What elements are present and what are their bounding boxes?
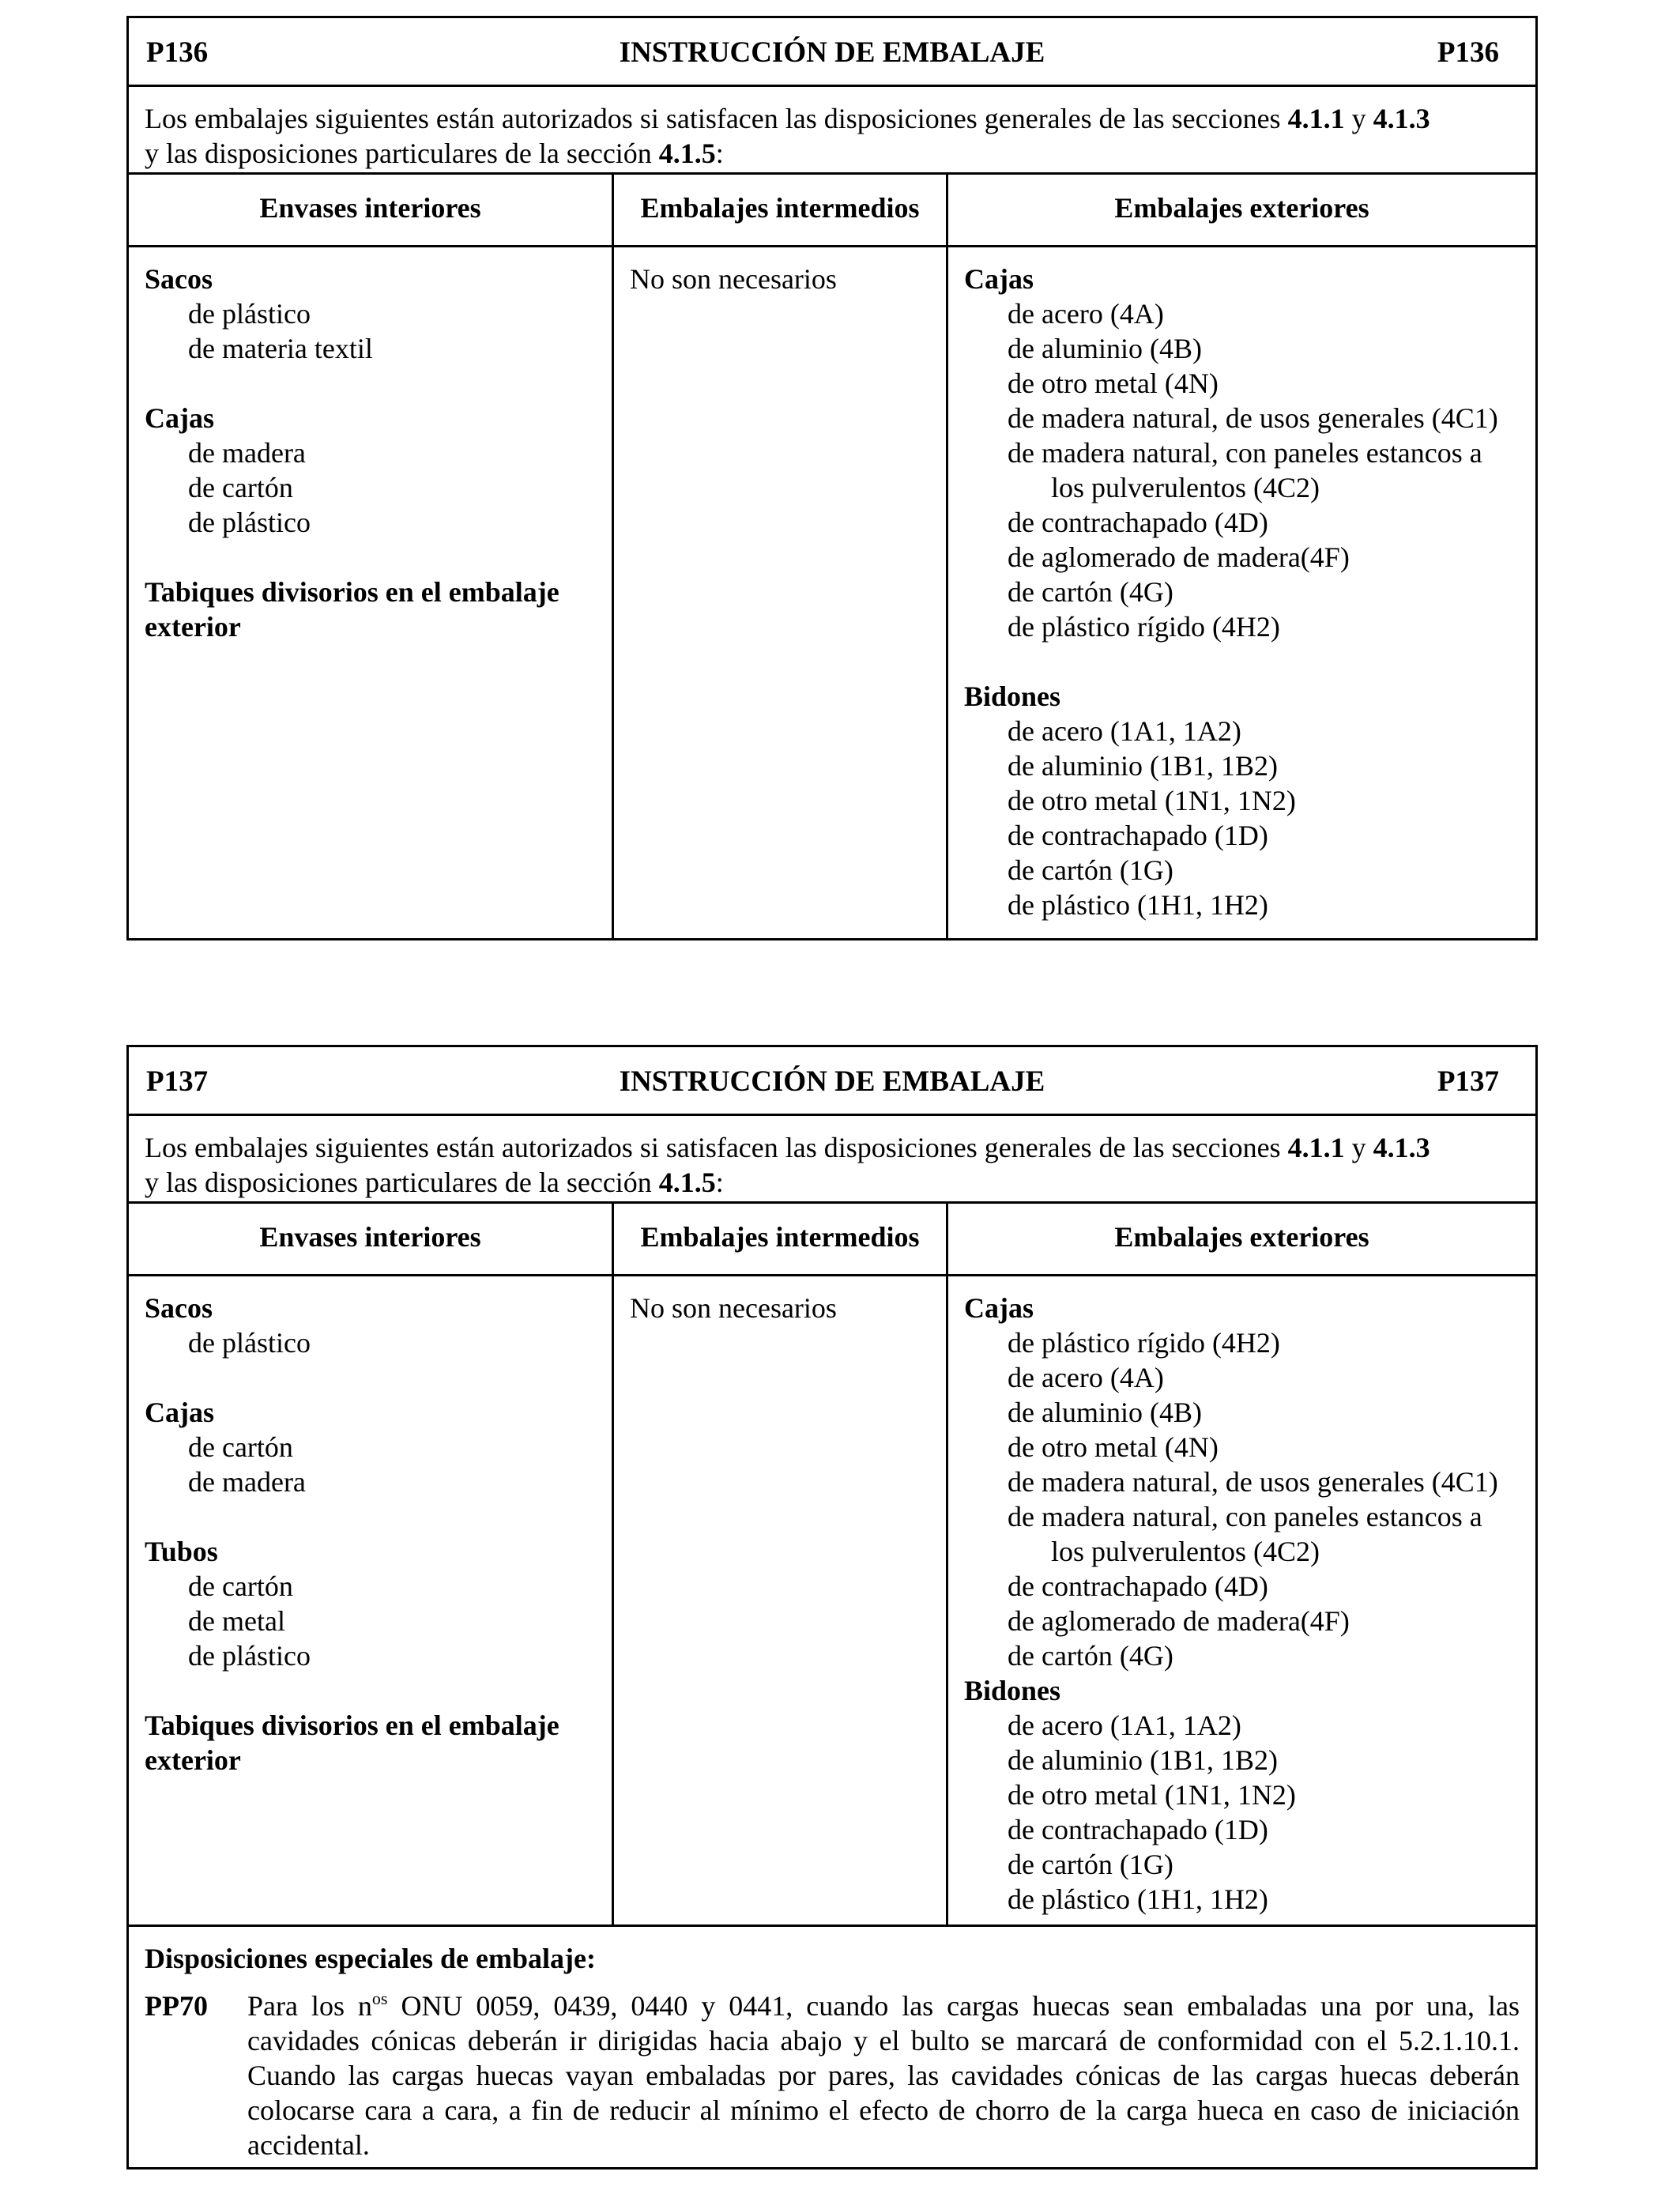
list-item: de aluminio (4B) xyxy=(1008,333,1202,364)
column-body xyxy=(129,1276,612,1924)
list-item: de aluminio (1B1, 1B2) xyxy=(1008,1744,1278,1776)
intro-text: y las disposiciones particulares de la sección xyxy=(145,1167,659,1198)
packaging-table xyxy=(129,175,1535,938)
intro-text: : xyxy=(715,1167,724,1198)
instruction-code-left: P137 xyxy=(146,1065,209,1098)
intro-paragraph xyxy=(129,87,1535,175)
intro-text: y xyxy=(1344,103,1373,134)
instruction-p137 xyxy=(126,1045,1538,2169)
instruction-code-right: P136 xyxy=(1437,36,1499,69)
outer-packagings-column xyxy=(948,175,1535,938)
intermediate-value: No son necesarios xyxy=(630,1292,837,1324)
column-header: Embalajes intermedios xyxy=(614,1204,946,1276)
section-ref: 4.1.5 xyxy=(658,1167,716,1198)
instruction-header xyxy=(129,1047,1535,1116)
section-ref: 4.1.1 xyxy=(1287,1132,1345,1163)
group-title: Cajas xyxy=(964,1292,1034,1324)
group-title: Tubos xyxy=(145,1536,218,1567)
list-item: de aglomerado de madera(4F) xyxy=(1008,1605,1350,1637)
group-title: Bidones xyxy=(964,1675,1061,1706)
column-body xyxy=(614,247,946,301)
instruction-title: INSTRUCCIÓN DE EMBALAJE xyxy=(619,1065,1045,1098)
list-item: de aluminio (1B1, 1B2) xyxy=(1008,750,1278,782)
list-item: de contrachapado (1D) xyxy=(1008,820,1268,851)
section-ref: 4.1.3 xyxy=(1373,103,1430,134)
list-item: de materia textil xyxy=(188,333,373,364)
section-ref: 4.1.5 xyxy=(658,138,716,169)
instruction-code-right: P137 xyxy=(1437,1065,1499,1098)
special-provisions xyxy=(129,1924,1535,2167)
column-header: Embalajes intermedios xyxy=(614,175,946,247)
intro-text: y las disposiciones particulares de la sección xyxy=(145,138,659,169)
group-title: Cajas xyxy=(145,402,214,434)
list-item: de otro metal (1N1, 1N2) xyxy=(1008,785,1296,816)
list-item: de cartón xyxy=(188,1570,293,1602)
list-item: de cartón (1G) xyxy=(1008,1849,1173,1880)
intermediate-packagings-column xyxy=(614,1204,948,1924)
column-body xyxy=(948,247,1535,927)
column-header: Embalajes exteriores xyxy=(948,175,1535,247)
intro-line-1 xyxy=(145,1130,1520,1165)
list-item: de madera natural, de usos generales (4C1) xyxy=(1008,1466,1498,1498)
provision-code: PP70 xyxy=(145,1990,208,2022)
list-item: de cartón (4G) xyxy=(1008,1640,1173,1672)
group-title: exterior xyxy=(145,611,241,643)
list-item: de madera xyxy=(188,1466,306,1498)
provision-pp70 xyxy=(145,1989,1520,2162)
list-item: de madera natural, con paneles estancos a xyxy=(1008,1501,1482,1532)
section-ref: 4.1.1 xyxy=(1287,103,1345,134)
special-provisions-title: Disposiciones especiales de embalaje: xyxy=(145,1943,596,1974)
intermediate-value: No son necesarios xyxy=(630,263,837,295)
group-title: exterior xyxy=(145,1744,241,1776)
list-item: de acero (4A) xyxy=(1008,298,1164,330)
outer-packagings-column xyxy=(948,1204,1535,1924)
column-header: Embalajes exteriores xyxy=(948,1204,1535,1276)
intermediate-packagings-column xyxy=(614,175,948,938)
list-item: de plástico (1H1, 1H2) xyxy=(1008,1883,1268,1915)
list-item: de acero (1A1, 1A2) xyxy=(1008,1710,1241,1741)
list-item: de plástico xyxy=(188,298,311,330)
intro-text: y xyxy=(1344,1132,1373,1163)
list-item: de cartón (1G) xyxy=(1008,854,1173,886)
list-item: de plástico xyxy=(188,1640,311,1672)
intro-text: Los embalajes siguientes están autorizados si satisfacen las disposiciones generales de las secciones xyxy=(145,1132,1288,1163)
list-item: de cartón xyxy=(188,1431,293,1463)
group-title: Cajas xyxy=(964,263,1034,295)
list-item: de plástico (1H1, 1H2) xyxy=(1008,889,1268,921)
list-item: los pulverulentos (4C2) xyxy=(1051,472,1320,503)
provision-text-part: ONU 0059, 0439, 0440 y 0441, cuando las cargas huecas sean embaladas una por una, las cavidades cónicas deberán ir dirigidas hacia abajo y el bulto se marcará de conformidad con el 5.2.1.10.1. Cuando las cargas huecas vayan embaladas por pares, las cavidades cónicas de las cargas huecas deberán colocarse cara a cara, a fin de reducir al mínimo el efecto de chorro de la carga hueca en caso de iniciación accidental. xyxy=(247,1990,1520,2161)
column-header: Envases interiores xyxy=(129,1204,612,1276)
group-title: Tabiques divisorios en el embalaje xyxy=(145,576,559,608)
intro-text: : xyxy=(715,138,724,169)
list-item: de aluminio (4B) xyxy=(1008,1397,1202,1428)
intro-text: Los embalajes siguientes están autorizados si satisfacen las disposiciones generales de las secciones xyxy=(145,103,1288,134)
column-body xyxy=(948,1276,1535,1921)
list-item: de otro metal (1N1, 1N2) xyxy=(1008,1779,1296,1811)
inner-packagings-column xyxy=(129,1204,614,1924)
list-item: de otro metal (4N) xyxy=(1008,368,1219,399)
column-body xyxy=(129,247,612,938)
section-ref: 4.1.3 xyxy=(1373,1132,1430,1163)
list-item: de cartón xyxy=(188,472,293,503)
list-item: de acero (1A1, 1A2) xyxy=(1008,715,1241,747)
intro-paragraph xyxy=(129,1116,1535,1204)
list-item: de plástico rígido (4H2) xyxy=(1008,1327,1280,1359)
instruction-header xyxy=(129,18,1535,87)
column-body xyxy=(614,1276,946,1330)
group-title: Bidones xyxy=(964,680,1061,712)
list-item: de contrachapado (1D) xyxy=(1008,1814,1268,1845)
list-item: de acero (4A) xyxy=(1008,1362,1164,1393)
group-title: Sacos xyxy=(145,263,213,295)
list-item: los pulverulentos (4C2) xyxy=(1051,1536,1320,1567)
list-item: de madera xyxy=(188,437,306,469)
instruction-code-left: P136 xyxy=(146,36,209,69)
list-item: de madera natural, con paneles estancos a xyxy=(1008,437,1482,469)
inner-packagings-column xyxy=(129,175,614,938)
provision-text xyxy=(247,1989,1520,2162)
list-item: de plástico rígido (4H2) xyxy=(1008,611,1280,643)
intro-line-2 xyxy=(145,136,1520,171)
list-item: de cartón (4G) xyxy=(1008,576,1173,608)
list-item: de otro metal (4N) xyxy=(1008,1431,1219,1463)
list-item: de contrachapado (4D) xyxy=(1008,507,1268,538)
list-item: de plástico xyxy=(188,507,311,538)
instruction-title: INSTRUCCIÓN DE EMBALAJE xyxy=(619,36,1045,69)
packaging-table xyxy=(129,1204,1535,1924)
instruction-p136 xyxy=(126,16,1538,941)
column-header: Envases interiores xyxy=(129,175,612,247)
intro-line-2 xyxy=(145,1165,1520,1200)
provision-text-part: Para los n xyxy=(247,1990,372,2022)
group-title: Cajas xyxy=(145,1397,214,1428)
list-item: de plástico xyxy=(188,1327,311,1359)
list-item: de contrachapado (4D) xyxy=(1008,1570,1268,1602)
list-item: de aglomerado de madera(4F) xyxy=(1008,541,1350,573)
list-item: de madera natural, de usos generales (4C1) xyxy=(1008,402,1498,434)
intro-line-1 xyxy=(145,101,1520,136)
group-title: Sacos xyxy=(145,1292,213,1324)
list-item: de metal xyxy=(188,1605,285,1637)
superscript: os xyxy=(371,1989,388,2008)
group-title: Tabiques divisorios en el embalaje xyxy=(145,1710,559,1741)
